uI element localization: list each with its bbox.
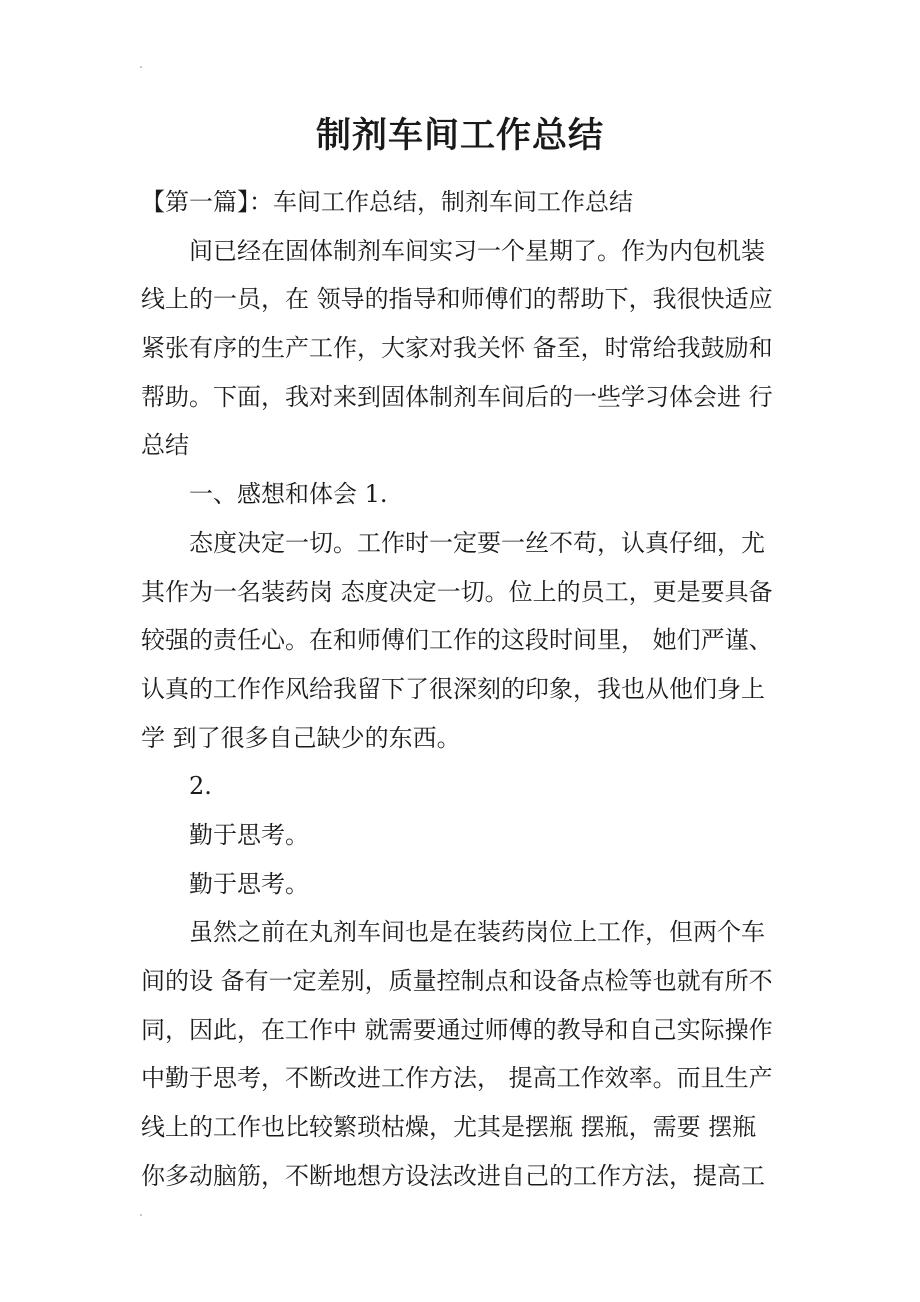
paragraph-line: 较强的责任心。在和师傅们工作的这段时间里， 她们严谨、: [141, 626, 773, 655]
paragraph-line: 总结: [141, 431, 189, 460]
paragraph-line: 紧张有序的生产工作，大家对我关怀 备至，时常给我鼓励和: [141, 334, 773, 363]
paragraph-line: 线上的一员，在 领导的指导和师傅们的帮助下，我很快适应: [141, 285, 773, 314]
paragraph-line: 2.: [189, 772, 212, 801]
paragraph-line: 学 到了很多自己缺少的东西。: [141, 723, 461, 752]
paragraph-line: 一、感想和体会 1.: [189, 480, 388, 509]
paragraph-line: 帮助。下面，我对来到固体制剂车间后的一些学习体会进 行: [141, 382, 773, 411]
paragraph-line: 间的设 备有一定差别，质量控制点和设备点检等也就有所不: [141, 967, 773, 995]
document-title: 制剂车间工作总结: [315, 115, 604, 156]
section-heading: 【第一篇】：车间工作总结，制剂车间工作总结: [141, 188, 633, 216]
paragraph-line: 间已经在固体制剂车间实习一个星期了。作为内包机装: [189, 236, 765, 265]
corner-mark: [140, 1214, 142, 1216]
paragraph-line: 你多动脑筋，不断地想方设法改进自己的工作方法，提高工: [141, 1161, 765, 1190]
paragraph-line: 态度决定一切。工作时一定要一丝不苟，认真仔细，尤: [189, 528, 765, 557]
paragraph-line: 勤于思考。: [189, 869, 309, 898]
paragraph-line: 勤于思考。: [189, 820, 309, 849]
paragraph-line: 同，因此，在工作中 就需要通过师傅的教导和自己实际操作: [141, 1015, 773, 1044]
paragraph-line: 认真的工作作风给我留下了很深刻的印象，我也从他们身上: [141, 674, 765, 703]
document-body: [141, 178, 783, 1200]
paragraph-line: 虽然之前在丸剂车间也是在装药岗位上工作，但两个车: [189, 918, 765, 947]
corner-mark: [140, 66, 142, 68]
paragraph-line: 其作为一名装药岗 态度决定一切。位上的员工，更是要具备: [141, 577, 773, 606]
paragraph-line: 中勤于思考，不断改进工作方法， 提高工作效率。而且生产: [141, 1064, 773, 1093]
paragraph-line: 线上的工作也比较繁琐枯燥，尤其是摆瓶 摆瓶，需要 摆瓶: [141, 1113, 757, 1142]
